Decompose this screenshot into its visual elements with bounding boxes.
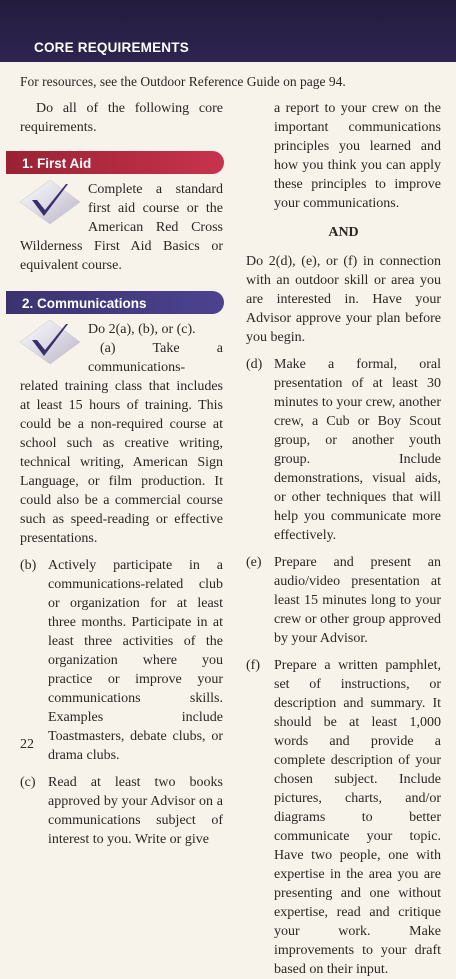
list-item-c xyxy=(20,773,223,849)
item-label-d: (d) xyxy=(246,357,263,372)
item-label-b: (b) xyxy=(20,558,37,573)
communications-requirement-a xyxy=(20,320,223,548)
checkbox-check-icon[interactable] xyxy=(20,320,82,366)
list-item-f xyxy=(246,656,441,979)
item-label-a: (a) xyxy=(100,341,116,356)
intro-text: Do all of the following core requirements. xyxy=(20,101,223,135)
item-text-c: Read at least two books approved by your Advisor on a communications subject of interest to you. Write or give xyxy=(48,775,223,847)
list-item-e xyxy=(246,553,441,648)
item-text-e: Prepare and present an audio/video presentation at least 15 minutes long to your crew or other group approved by your Advisor. xyxy=(274,555,441,646)
resources-note: For resources, see the Outdoor Reference Guide on page 94. xyxy=(20,74,346,89)
item-text-d: Make a formal, oral presentation of at least 30 minutes to your crew, another crew, a Cub or Boy Scout group, or another youth group. Include demonstrations, visual aids, or other techniques that will help you communicate more effectively. xyxy=(274,357,441,543)
first-aid-text: Complete a standard first aid course or the American Red Cross Wilderness First Aid Basics or equivalent course. xyxy=(20,182,223,273)
section-title-communications: 2. Communications xyxy=(22,296,147,311)
section-header-first-aid xyxy=(6,151,224,174)
list-item-b xyxy=(20,556,223,765)
left-column xyxy=(20,99,223,849)
header-bar xyxy=(0,0,456,62)
first-aid-requirement xyxy=(20,180,223,275)
list-item-d xyxy=(246,355,441,545)
communications-lead: Do 2(a), (b), or (c). xyxy=(88,322,196,337)
item-label-c: (c) xyxy=(20,775,36,790)
checkbox-check-icon[interactable] xyxy=(20,180,82,226)
item-label-e: (e) xyxy=(246,555,262,570)
item-text-c-continued: a report to your crew on the important communications principles you learned and how you think you can apply these principles to improve your communications. xyxy=(274,101,441,211)
page-section-title: CORE REQUIREMENTS xyxy=(34,40,189,55)
item-text-a: Take a communications-related training class that includes at least 15 hours of training. This could be a non-required course at school such as creative writing, technical writing, American Sign Language, or film production. It could also be a commercial course such as speed-reading or effective presentations. xyxy=(20,341,224,546)
page-number: 22 xyxy=(20,737,34,752)
and-heading: AND xyxy=(328,225,359,240)
item-label-f: (f) xyxy=(246,658,260,673)
list-item-a xyxy=(20,339,223,548)
section-header-communications xyxy=(6,291,224,314)
item-text-b: Actively participate in a communications-related club or organization for at least three months. Participate in at least three activities of the organization where you practice or improve your communications skills. Examples include Toastmasters, debate clubs, or drama clubs. xyxy=(48,558,223,763)
item-text-f: Prepare a written pamphlet, set of instructions, or description and summary. It should be at least 1,000 words and provide a complete description of your chosen subject. Include pictures, charts, and/or diagrams to better communicate your topic. Have two people, one with expertise in the area you are presenting and one without expertise, read and critique your work. Make improvements to your draft based on their input. xyxy=(274,658,441,977)
right-column xyxy=(246,99,441,979)
second-lead: Do 2(d), (e), or (f) in connection with an outdoor skill or area you are interested in. Have your Advisor approve your plan before you begin. xyxy=(246,254,441,345)
section-title-first-aid: 1. First Aid xyxy=(22,156,92,171)
